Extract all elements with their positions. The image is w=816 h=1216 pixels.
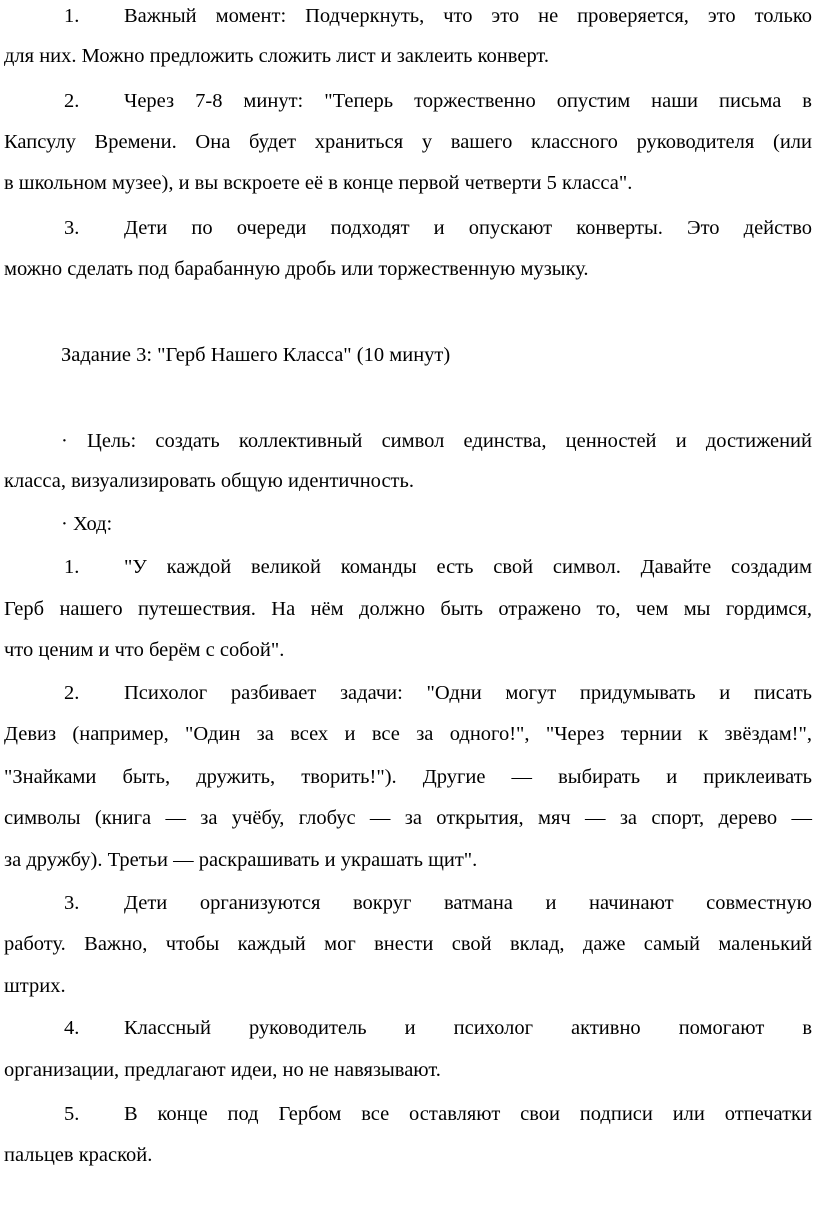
course-label: · Ход:: [61, 513, 113, 535]
step-4-line-1: [4, 1013, 812, 1043]
goal-line-2: класса, визуализировать общую идентичность.: [4, 470, 414, 492]
paragraph-item-2-line-1: [4, 86, 812, 116]
paragraph-item-1-line-2: для них. Можно предложить сложить лист и заклеить конверт.: [4, 45, 549, 67]
step-4-line-2: организации, предлагают идеи, но не навязывают.: [4, 1059, 441, 1081]
step-number: 3.: [64, 892, 80, 914]
step-2-line-3: "Знайками быть, дружить, творить!"). Другие — выбирать и приклеивать: [4, 766, 812, 788]
step-5-line-1: [4, 1099, 812, 1129]
step-number: 5.: [64, 1103, 80, 1125]
step-3-line-2: работу. Важно, чтобы каждый мог внести свой вклад, даже самый маленький: [4, 933, 812, 955]
item-number: 3.: [64, 217, 80, 239]
step-1-line-3: что ценим и что берём с собой".: [4, 639, 285, 661]
paragraph-item-2-line-3: в школьном музее), и вы вскроете её в конце первой четверти 5 класса".: [4, 172, 633, 194]
step-2-line-1: [4, 678, 812, 708]
step-text: В конце под Гербом все оставляют свои подписи или отпечатки: [124, 1103, 812, 1125]
step-1-line-2: Герб нашего путешествия. На нём должно быть отражено то, чем мы гордимся,: [4, 598, 812, 620]
item-text: Важный момент: Подчеркнуть, что это не проверяется, это только: [124, 5, 812, 27]
step-2-line-5: за дружбу). Третьи — раскрашивать и украшать щит".: [4, 849, 478, 871]
step-2-line-2: Девиз (например, "Один за всех и все за одного!", "Через тернии к звёздам!",: [4, 723, 812, 745]
step-text: Психолог разбивает задачи: "Одни могут придумывать и писать: [124, 682, 812, 704]
item-text: Дети по очереди подходят и опускают конверты. Это действо: [124, 217, 812, 239]
step-3-line-1: [4, 888, 812, 918]
paragraph-item-2-line-2: Капсулу Времени. Она будет храниться у вашего классного руководителя (или: [4, 131, 812, 153]
step-text: Дети организуются вокруг ватмана и начинают совместную: [124, 892, 812, 914]
step-number: 4.: [64, 1017, 80, 1039]
goal-line-1: · Цель: создать коллективный символ единства, ценностей и достижений: [61, 430, 812, 452]
paragraph-item-1-line-1: [4, 1, 812, 31]
step-2-line-4: символы (книга — за учёбу, глобус — за открытия, мяч — за спорт, дерево —: [4, 807, 812, 829]
step-number: 1.: [64, 556, 80, 578]
item-text: Через 7-8 минут: "Теперь торжественно опустим наши письма в: [124, 90, 812, 112]
item-number: 2.: [64, 90, 80, 112]
task-heading: Задание 3: "Герб Нашего Класса" (10 минут): [61, 344, 451, 366]
paragraph-item-3-line-2: можно сделать под барабанную дробь или торжественную музыку.: [4, 258, 589, 280]
step-text: "У каждой великой команды есть свой символ. Давайте создадим: [124, 556, 812, 578]
step-number: 2.: [64, 682, 80, 704]
item-number: 1.: [64, 5, 80, 27]
step-text: Классный руководитель и психолог активно помогают в: [124, 1017, 812, 1039]
paragraph-item-3-line-1: [4, 213, 812, 243]
step-5-line-2: пальцев краской.: [4, 1144, 153, 1166]
step-1-line-1: [4, 552, 812, 582]
step-3-line-3: штрих.: [4, 975, 66, 997]
